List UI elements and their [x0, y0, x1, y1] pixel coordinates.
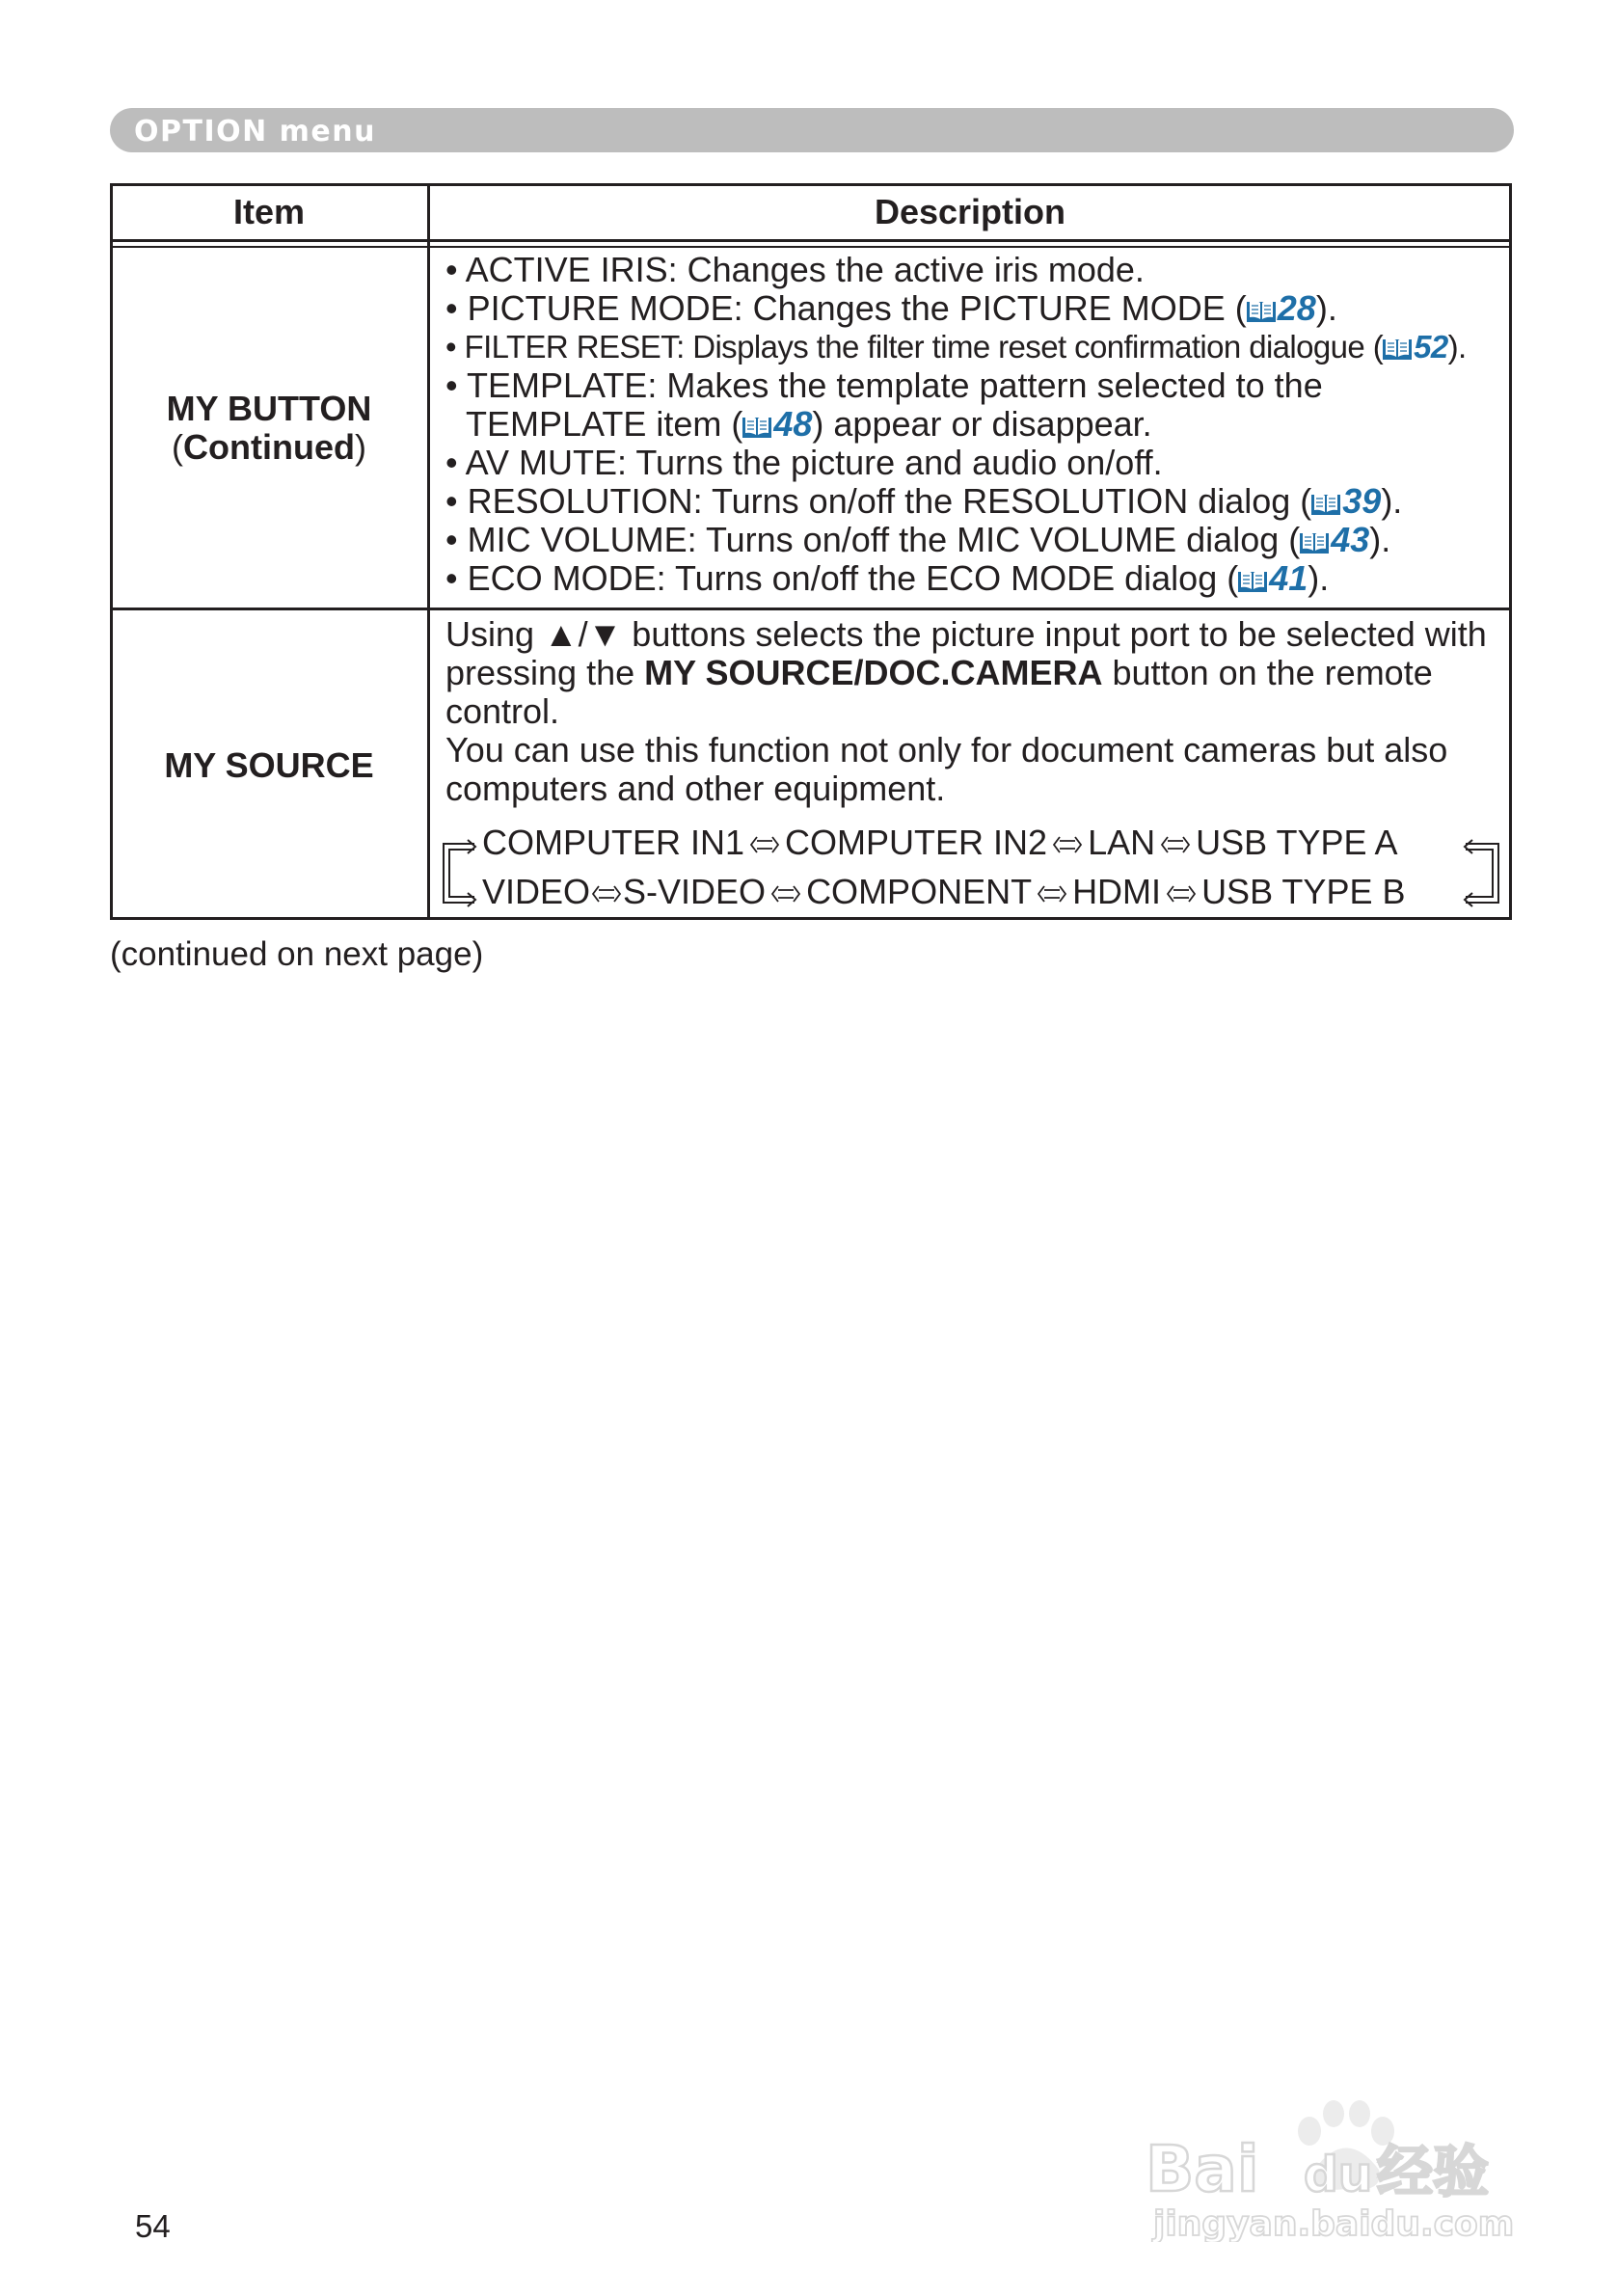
my-source-line-4: You can use this function not only for document cameras but also — [445, 730, 1448, 770]
page-ref-link[interactable]: 28 — [1247, 288, 1316, 328]
my-source-line-5: computers and other equipment. — [445, 769, 946, 808]
double-arrow-icon — [1161, 835, 1190, 854]
double-arrow-icon — [771, 884, 800, 904]
item-my-button-continued: (Continued) — [172, 426, 366, 467]
page-ref-link[interactable]: 39 — [1311, 481, 1381, 521]
book-icon — [1247, 299, 1276, 322]
source-s-video: S-VIDEO — [623, 872, 767, 911]
watermark-brand: Bai — [1146, 2132, 1259, 2206]
page-ref-link[interactable]: 48 — [742, 404, 812, 444]
section-header-bar — [110, 108, 1514, 152]
page-ref-link[interactable]: 43 — [1300, 520, 1369, 559]
section-title: OPTION menu — [134, 115, 376, 149]
header-item: Item — [232, 192, 306, 231]
my-source-line-1: Using ▲/▼ buttons selects the picture input port to be selected with — [445, 614, 1487, 654]
my-source-line-2: pressing the MY SOURCE/DOC.CAMERA button on the remote — [445, 653, 1433, 692]
source-hdmi: HDMI — [1072, 872, 1162, 911]
page-ref-link[interactable]: 52 — [1383, 329, 1448, 365]
page-ref-link[interactable]: 41 — [1238, 558, 1308, 598]
source-usb-type-b: USB TYPE B — [1201, 872, 1406, 911]
bullet-filter-reset: • FILTER RESET: Displays the filter time reset confirmation dialogue ( 52). — [445, 329, 1467, 365]
source-component: COMPONENT — [806, 872, 1033, 911]
my-source-line-3: control. — [445, 691, 560, 731]
double-arrow-icon — [750, 835, 779, 854]
option-table — [110, 183, 1512, 920]
book-icon — [1311, 492, 1340, 515]
bullet-eco-mode: • ECO MODE: Turns on/off the ECO MODE dialog ( 41). — [445, 558, 1330, 598]
double-arrow-icon — [1038, 884, 1066, 904]
item-my-source: MY SOURCE — [164, 744, 374, 785]
bullet-active-iris: • ACTIVE IRIS: Changes the active iris mode. — [445, 250, 1145, 289]
book-icon — [1383, 337, 1412, 360]
bullet-av-mute: • AV MUTE: Turns the picture and audio on/off. — [445, 443, 1163, 482]
watermark-cn: 经验 — [1377, 2139, 1490, 2204]
watermark-brand-tail: du — [1304, 2147, 1373, 2202]
source-video: VIDEO — [482, 872, 591, 911]
item-my-button — [110, 248, 428, 608]
header-description: Description — [874, 192, 1066, 231]
book-icon — [742, 415, 771, 438]
double-arrow-icon — [1167, 884, 1196, 904]
bullet-template-cont: TEMPLATE item ( 48) appear or disappear. — [466, 404, 1152, 444]
source-lan: LAN — [1088, 823, 1156, 862]
book-icon — [1300, 530, 1329, 554]
double-arrow-icon — [592, 884, 621, 904]
source-chain-top — [482, 823, 1398, 863]
source-usb-type-a: USB TYPE A — [1196, 823, 1398, 862]
bullet-picture-mode: • PICTURE MODE: Changes the PICTURE MODE ( 28). — [445, 288, 1337, 328]
double-arrow-icon — [1053, 835, 1082, 854]
source-chain-bottom — [482, 872, 1405, 912]
item-my-button-label: MY BUTTON — [166, 388, 372, 428]
continued-note: (continued on next page) — [110, 935, 484, 973]
page-number: 54 — [135, 2208, 171, 2244]
book-icon — [1238, 569, 1267, 592]
my-source-description — [445, 615, 1498, 808]
source-computer-in1: COMPUTER IN1 — [482, 823, 745, 862]
bullet-template: • TEMPLATE: Makes the template pattern selected to the — [445, 365, 1323, 405]
bullet-mic-volume: • MIC VOLUME: Turns on/off the MIC VOLUME dialog ( 43). — [445, 520, 1391, 559]
baidu-jingyan-watermark — [1146, 2073, 1551, 2242]
watermark-url: jingyan.baidu.com — [1153, 2204, 1515, 2242]
my-button-description — [445, 251, 1498, 598]
source-computer-in2: COMPUTER IN2 — [785, 823, 1048, 862]
bullet-resolution: • RESOLUTION: Turns on/off the RESOLUTION dialog ( 39). — [445, 481, 1403, 521]
